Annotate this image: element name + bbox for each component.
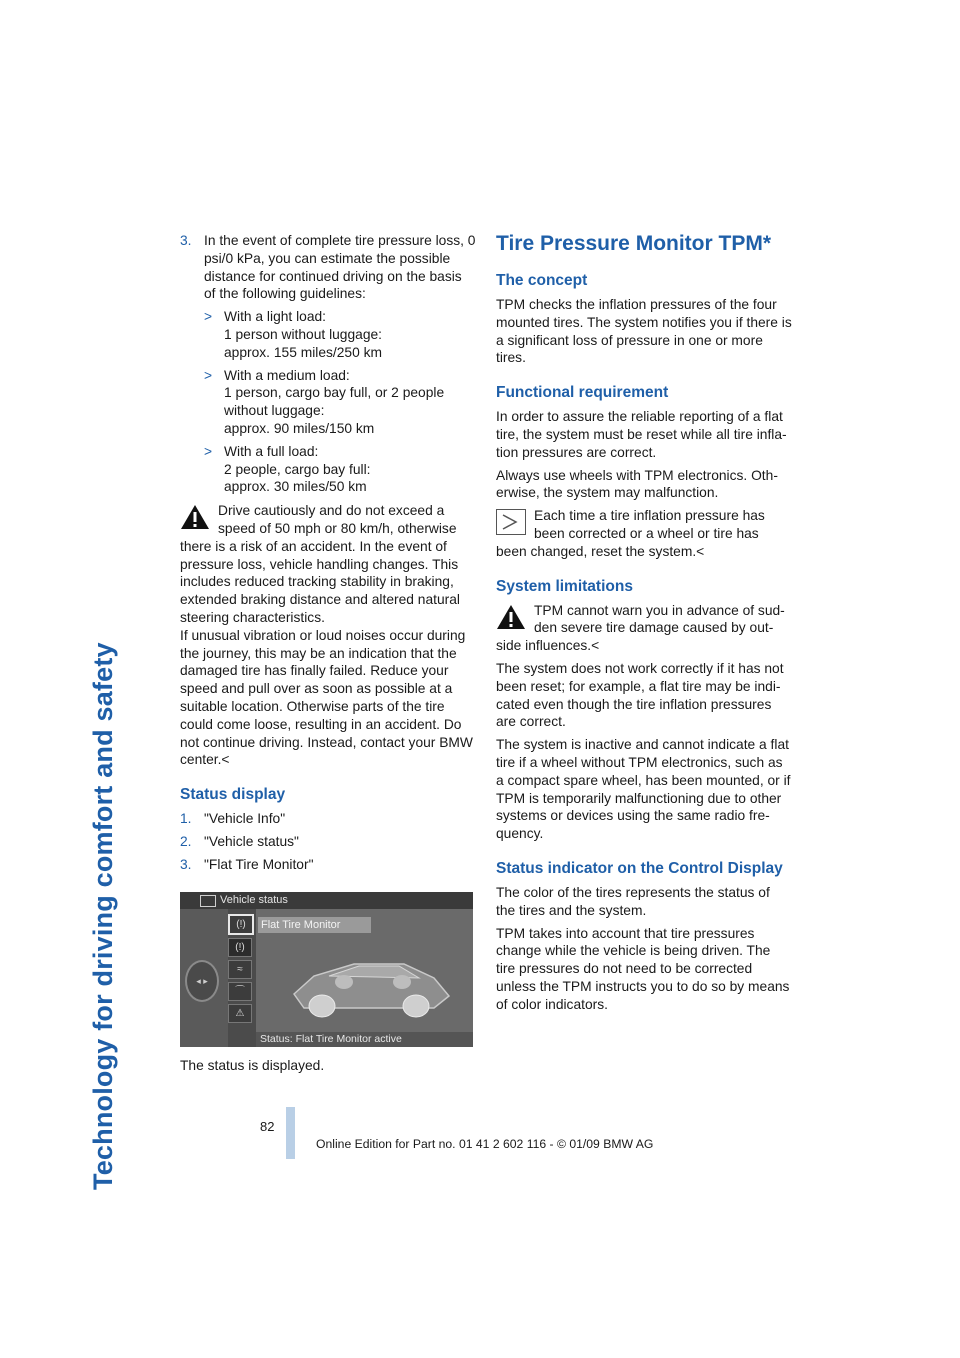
warning-text: Drive cautiously and do not exceed a speed of 50 mph or 80 km/h, otherwise there is a risk of an accident. In the event of pressure loss, vehicle handling changes. This includes reduced tracking stability in braking, extended braking distance and altered natural steering characteristics. If unusual vibration or loud noises occur during the journey, this may be an indication that the damaged tire has finally failed. Reduce your speed and pull over as soon as possible at a suitable location. Otherwise parts of the tire could come loose, resulting in an accident. Do not continue driving. Instead, contact your BMW center.<	[180, 503, 473, 768]
step-1	[180, 810, 476, 828]
car-illustration-icon	[284, 936, 454, 1026]
screen-menu-label: Flat Tire Monitor	[258, 917, 371, 933]
tire-warning-icon: (!)	[228, 914, 254, 935]
warning-triangle-icon	[180, 504, 210, 530]
limitation-warning-text: TPM cannot warn you in advance of sud-den severe tire damage caused by out-side influences.<	[496, 602, 785, 654]
control-display-screenshot	[180, 892, 473, 1047]
section-title: Tire Pressure Monitor TPM*	[496, 232, 772, 255]
sub-item-full-load	[180, 443, 476, 496]
controller-knob-icon: ◂ ▸	[185, 960, 219, 1002]
tire-pressure-icon: (!)	[228, 938, 252, 957]
limitations-heading: System limitations	[496, 577, 633, 595]
note	[496, 507, 792, 560]
warning-icon: ⚠	[228, 1004, 252, 1023]
oil-icon: ≈	[228, 960, 252, 979]
list-number: 3.	[180, 233, 192, 248]
concept-heading: The concept	[496, 272, 588, 289]
car-service-icon: ⌒	[228, 982, 252, 1001]
status-display-heading: Status display	[180, 786, 286, 804]
functional-heading: Functional requirement	[496, 384, 669, 402]
menu-icon	[200, 895, 216, 907]
step-number: 1.	[180, 811, 192, 827]
sub-item-medium-load	[180, 367, 476, 438]
step-text: "Vehicle Info"	[204, 811, 286, 827]
bullet-arrow: >	[204, 367, 213, 383]
note-arrow-icon	[496, 509, 526, 535]
sub-item-text: With a light load: 1 person without luggage: approx. 155 miles/250 km	[224, 309, 383, 360]
sub-item-text: With a medium load: 1 person, cargo bay full, or 2 people without luggage: approx. 90 miles/150 km	[224, 367, 445, 436]
limitation-warning	[496, 602, 792, 655]
right-column	[496, 232, 792, 1019]
functional-text-2: Always use wheels with TPM electronics. Oth-erwise, the system may malfunction.	[496, 467, 778, 501]
warning-triangle-icon	[496, 604, 526, 630]
step-number: 2.	[180, 833, 192, 849]
indicator-text-2: TPM takes into account that tire pressures change while the vehicle is being driven. The tire pressures do not need to be corrected unless the TPM instructs you to do so by means of color indicators.	[496, 925, 790, 1012]
indicator-text-1: The color of the tires represents the status of the tires and the system.	[496, 884, 770, 918]
bullet-arrow: >	[204, 443, 213, 459]
screen-status-bar: Status: Flat Tire Monitor active	[256, 1032, 473, 1047]
step-text: "Flat Tire Monitor"	[204, 856, 314, 872]
screen-icon-list	[228, 914, 252, 1026]
screen-title: Vehicle status	[180, 892, 473, 909]
left-column	[180, 232, 476, 1079]
bullet-arrow: >	[204, 309, 213, 325]
limitation-text-1: The system does not work correctly if it has not been reset; for example, a flat tire may be indi-cated even though the tire inflation pressures are correct.	[496, 660, 784, 730]
sub-item-light-load	[180, 308, 476, 361]
step-text: "Vehicle status"	[204, 833, 299, 849]
side-chapter-title: Technology for driving comfort and safety	[88, 642, 118, 1190]
note-text: Each time a tire inflation pressure has been corrected or a wheel or tire has been changed, reset the system.<	[496, 508, 765, 559]
indicator-heading: Status indicator on the Control Display	[496, 859, 783, 877]
list-item-text: In the event of complete tire pressure loss, 0 psi/0 kPa, you can estimate the possible distance for continued driving on the basis of the following guidelines:	[204, 233, 476, 302]
step-2	[180, 833, 476, 851]
warning-note	[180, 502, 476, 769]
list-item-3	[180, 232, 476, 303]
concept-text: TPM checks the inflation pressures of the four mounted tires. The system notifies you if there is a significant loss of pressure in one or more tires.	[496, 297, 792, 366]
step-3	[180, 856, 476, 874]
page-number: 82	[260, 1119, 275, 1134]
after-screen-text: The status is displayed.	[180, 1057, 325, 1073]
limitation-text-2: The system is inactive and cannot indicate a flat tire if a wheel without TPM electronics, such as a compact spare wheel, has been mounted, or if TPM is temporarily malfunctioning due to other systems or devices using the same radio fre-quency.	[496, 737, 791, 842]
functional-text-1: In order to assure the reliable reporting of a flat tire, the system must be reset while all tire infla-tion pressures are correct.	[496, 409, 787, 460]
footer-accent-bar	[286, 1107, 295, 1159]
step-number: 3.	[180, 856, 192, 872]
sub-item-text: With a full load: 2 people, cargo bay full: approx. 30 miles/50 km	[224, 443, 371, 495]
footer-edition-text: Online Edition for Part no. 01 41 2 602 116 - © 01/09 BMW AG	[316, 1137, 654, 1151]
